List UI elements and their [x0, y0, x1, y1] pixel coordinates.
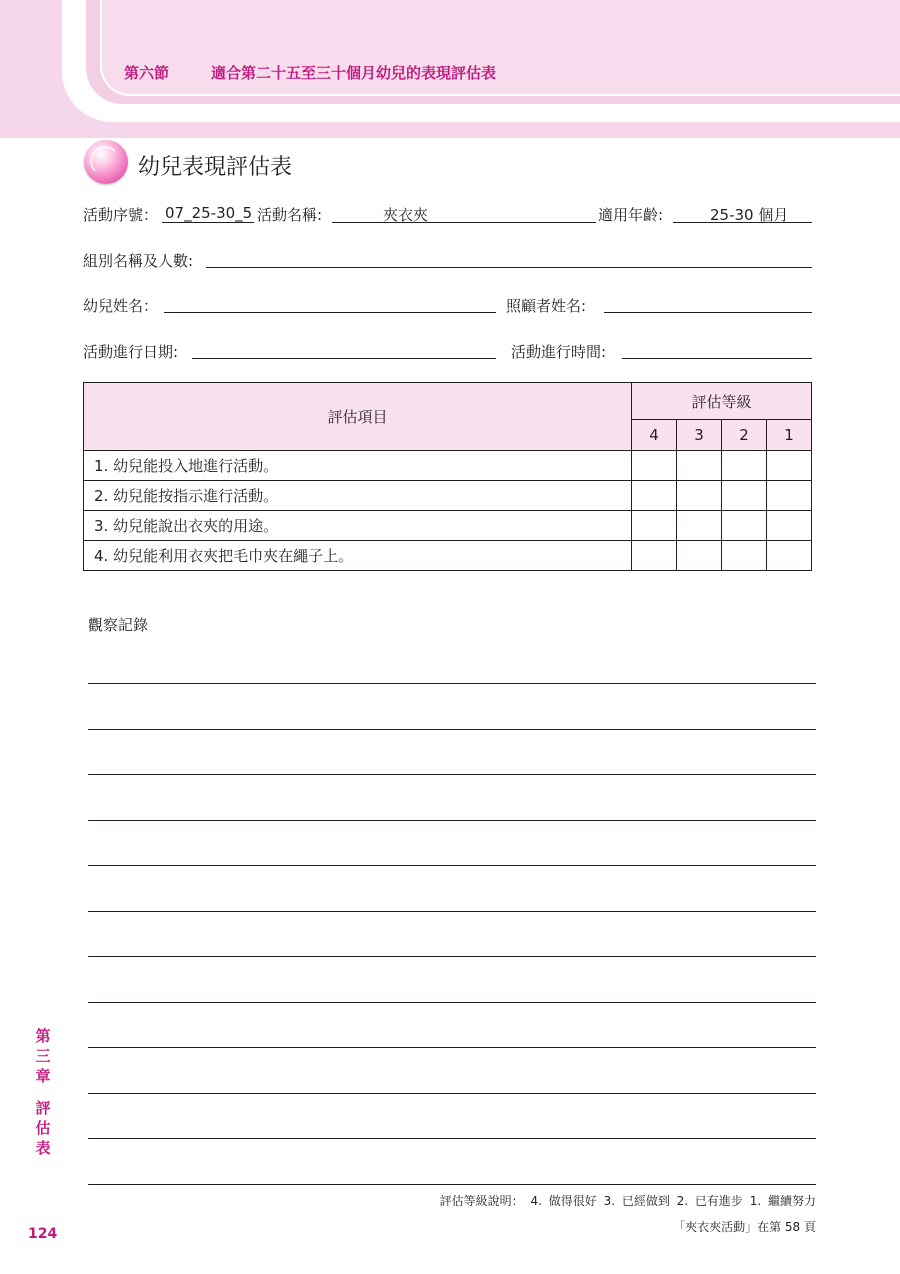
grade-3-header: 3	[677, 420, 722, 451]
grade-cell[interactable]	[632, 541, 677, 571]
grade-2-header: 2	[722, 420, 767, 451]
grade-4-header: 4	[632, 420, 677, 451]
table-row	[84, 511, 812, 541]
pink-orb-icon	[84, 140, 128, 184]
writing-line[interactable]	[88, 865, 816, 866]
chapter-side-tab	[34, 1026, 52, 1158]
grade-header: 評估等級	[632, 383, 812, 420]
observation-title: 觀察記錄	[88, 616, 149, 634]
table-row	[84, 541, 812, 571]
grade-cell[interactable]	[632, 481, 677, 511]
grade-cell[interactable]	[632, 451, 677, 481]
evaluation-table	[83, 382, 812, 571]
grade-cell[interactable]	[722, 541, 767, 571]
activity-no-line	[162, 222, 254, 223]
grade-cell[interactable]	[677, 541, 722, 571]
item-text: 1. 幼兒能投入地進行活動。	[84, 451, 632, 481]
writing-line[interactable]	[88, 729, 816, 730]
date-label: 活動進行日期:	[83, 343, 179, 361]
item-text: 2. 幼兒能按指示進行活動。	[84, 481, 632, 511]
group-label: 組別名稱及人數:	[83, 252, 194, 270]
table-row	[84, 451, 812, 481]
grade-cell[interactable]	[722, 511, 767, 541]
section-tab-char: 估	[35, 1119, 51, 1137]
child-name-line[interactable]	[164, 312, 496, 313]
grade-cell[interactable]	[767, 481, 812, 511]
section-tab-char: 評	[35, 1099, 51, 1117]
grade-cell[interactable]	[677, 451, 722, 481]
table-row	[84, 481, 812, 511]
chapter-tab-char: 三	[35, 1047, 51, 1065]
writing-line[interactable]	[88, 1184, 816, 1185]
writing-line[interactable]	[88, 1093, 816, 1094]
grade-cell[interactable]	[722, 481, 767, 511]
activity-no-label: 活動序號：	[83, 206, 159, 224]
grade-1-header: 1	[767, 420, 812, 451]
section-tab-char: 表	[35, 1139, 51, 1157]
activity-name-line	[332, 222, 596, 223]
item-text: 4. 幼兒能利用衣夾把毛巾夾在繩子上。	[84, 541, 632, 571]
time-label: 活動進行時間:	[511, 343, 607, 361]
child-name-label: 幼兒姓名：	[83, 297, 159, 315]
writing-line[interactable]	[88, 1047, 816, 1048]
item-header: 評估項目	[84, 383, 632, 451]
writing-line[interactable]	[88, 1138, 816, 1139]
writing-line[interactable]	[88, 820, 816, 821]
writing-line[interactable]	[88, 1002, 816, 1003]
writing-line[interactable]	[88, 774, 816, 775]
date-line[interactable]	[192, 358, 496, 359]
page-title: 幼兒表現評估表	[138, 155, 293, 180]
item-text: 3. 幼兒能說出衣夾的用途。	[84, 511, 632, 541]
carer-name-label: 照顧者姓名:	[506, 297, 587, 315]
grade-cell[interactable]	[632, 511, 677, 541]
activity-reference: 「夾衣夾活動」在第 58 頁	[673, 1220, 816, 1234]
activity-name-value: 夾衣夾	[383, 206, 429, 224]
grade-legend: 評估等級說明： 4. 做得很好 3. 已經做到 2. 已有進步 1. 繼續努力	[439, 1194, 816, 1208]
carer-name-line[interactable]	[604, 312, 812, 313]
grade-cell[interactable]	[677, 481, 722, 511]
section-title: 適合第二十五至三十個月幼兒的表現評估表	[211, 64, 497, 82]
writing-line[interactable]	[88, 911, 816, 912]
writing-line[interactable]	[88, 956, 816, 957]
age-value: 25-30 個月	[710, 206, 789, 224]
chapter-tab-char: 章	[35, 1067, 51, 1085]
grade-cell[interactable]	[722, 451, 767, 481]
grade-cell[interactable]	[767, 541, 812, 571]
writing-line[interactable]	[88, 683, 816, 684]
grade-cell[interactable]	[767, 451, 812, 481]
grade-cell[interactable]	[677, 511, 722, 541]
age-label: 適用年齡:	[598, 206, 664, 224]
chapter-tab-char: 第	[35, 1027, 51, 1045]
page-number: 124	[28, 1226, 58, 1242]
activity-name-label: 活動名稱:	[257, 206, 323, 224]
time-line[interactable]	[622, 358, 812, 359]
group-line[interactable]	[206, 267, 812, 268]
activity-no-value: 07_25-30_5	[165, 204, 253, 222]
grade-cell[interactable]	[767, 511, 812, 541]
section-label: 第六節	[124, 64, 170, 82]
